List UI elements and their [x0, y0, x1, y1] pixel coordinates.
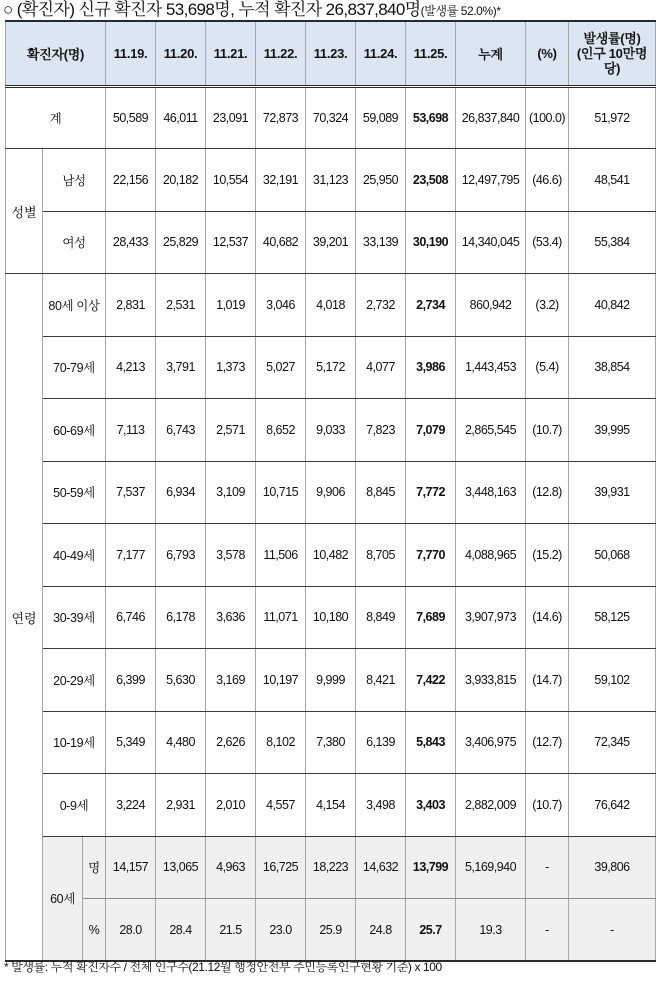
daily-count: 6,793 — [156, 524, 206, 587]
header-label: 확진자(명) — [6, 21, 106, 86]
daily-count: 5,349 — [106, 711, 156, 774]
daily-count: 8,849 — [356, 586, 406, 649]
daily-count: 12,537 — [206, 211, 256, 274]
daily-count: 59,089 — [356, 86, 406, 149]
group-label-age: 연령 — [6, 274, 43, 962]
daily-count: 6,139 — [356, 711, 406, 774]
incidence-rate: 72,345 — [569, 711, 656, 774]
table-row-age — [6, 461, 656, 524]
table-row-over60-count — [6, 836, 656, 899]
daily-count: 8,705 — [356, 524, 406, 587]
incidence-rate: 39,995 — [569, 399, 656, 462]
cumulative-count: 19.3 — [456, 899, 526, 962]
daily-count: 28.4 — [156, 899, 206, 962]
header-date: 11.21. — [206, 21, 256, 86]
daily-count: 7,113 — [106, 399, 156, 462]
daily-count: 14,632 — [356, 836, 406, 899]
daily-count: 3,109 — [206, 461, 256, 524]
incidence-rate: 51,972 — [569, 86, 656, 149]
incidence-rate: 39,931 — [569, 461, 656, 524]
daily-count: 20,182 — [156, 149, 206, 212]
daily-count-latest: 7,689 — [406, 586, 456, 649]
daily-count: 8,652 — [256, 399, 306, 462]
daily-count: 3,046 — [256, 274, 306, 337]
cumulative-count: 5,169,940 — [456, 836, 526, 899]
daily-count: 5,172 — [306, 336, 356, 399]
daily-count: 4,077 — [356, 336, 406, 399]
daily-count: 8,421 — [356, 649, 406, 712]
confirmed-cases-table — [5, 20, 656, 962]
daily-count: 3,224 — [106, 774, 156, 837]
daily-count: 4,963 — [206, 836, 256, 899]
daily-count: 3,498 — [356, 774, 406, 837]
daily-count: 11,071 — [256, 586, 306, 649]
cumulative-percent: (14.7) — [526, 649, 569, 712]
header-row — [6, 21, 656, 86]
table-row-total — [6, 86, 656, 149]
daily-count-latest: 3,986 — [406, 336, 456, 399]
incidence-rate: 55,384 — [569, 211, 656, 274]
daily-count: 10,482 — [306, 524, 356, 587]
daily-count-latest: 23,508 — [406, 149, 456, 212]
daily-count: 72,873 — [256, 86, 306, 149]
cumulative-percent: (3.2) — [526, 274, 569, 337]
incidence-rate: - — [569, 899, 656, 962]
cumulative-percent: (100.0) — [526, 86, 569, 149]
row-label: 80세 이상 — [43, 274, 106, 337]
header-date: 11.19. — [106, 21, 156, 86]
header-date: 11.22. — [256, 21, 306, 86]
daily-count: 6,743 — [156, 399, 206, 462]
cumulative-percent: - — [526, 836, 569, 899]
daily-count: 2,626 — [206, 711, 256, 774]
daily-count-latest: 7,772 — [406, 461, 456, 524]
daily-count: 50,589 — [106, 86, 156, 149]
cumulative-count: 14,340,045 — [456, 211, 526, 274]
cumulative-count: 2,865,545 — [456, 399, 526, 462]
header-date: 11.23. — [306, 21, 356, 86]
daily-count: 11,506 — [256, 524, 306, 587]
daily-count: 6,178 — [156, 586, 206, 649]
incidence-rate: 59,102 — [569, 649, 656, 712]
table-row-age — [6, 774, 656, 837]
daily-count: 28.0 — [106, 899, 156, 962]
daily-count: 6,399 — [106, 649, 156, 712]
daily-count: 2,831 — [106, 274, 156, 337]
daily-count: 8,845 — [356, 461, 406, 524]
daily-count: 9,999 — [306, 649, 356, 712]
cumulative-count: 3,907,973 — [456, 586, 526, 649]
header-incidence-rate — [569, 21, 656, 86]
cumulative-count: 860,942 — [456, 274, 526, 337]
row-label: 50-59세 — [43, 461, 106, 524]
row-label: 남성 — [43, 149, 106, 212]
table-row-age — [6, 524, 656, 587]
row-label: 0-9세 — [43, 774, 106, 837]
row-label: 30-39세 — [43, 586, 106, 649]
daily-count: 70,324 — [306, 86, 356, 149]
daily-count: 40,682 — [256, 211, 306, 274]
cumulative-percent: (12.7) — [526, 711, 569, 774]
daily-count-latest: 7,422 — [406, 649, 456, 712]
header-date: 11.25. — [406, 21, 456, 86]
header-date: 11.24. — [356, 21, 406, 86]
daily-count: 2,571 — [206, 399, 256, 462]
header-rate-line: 당) — [603, 60, 621, 76]
cumulative-percent: (10.7) — [526, 399, 569, 462]
table-row-male — [6, 149, 656, 212]
cumulative-count: 26,837,840 — [456, 86, 526, 149]
incidence-rate: 50,068 — [569, 524, 656, 587]
daily-count: 5,630 — [156, 649, 206, 712]
daily-count: 9,906 — [306, 461, 356, 524]
daily-count: 3,636 — [206, 586, 256, 649]
daily-count-latest: 2,734 — [406, 274, 456, 337]
daily-count: 1,373 — [206, 336, 256, 399]
daily-count: 32,191 — [256, 149, 306, 212]
daily-count-latest: 7,770 — [406, 524, 456, 587]
daily-count: 10,180 — [306, 586, 356, 649]
row-label: 60-69세 — [43, 399, 106, 462]
daily-count: 3,791 — [156, 336, 206, 399]
cumulative-count: 1,443,453 — [456, 336, 526, 399]
table-row-age — [6, 711, 656, 774]
cumulative-count: 2,882,009 — [456, 774, 526, 837]
table-row-female — [6, 211, 656, 274]
summary-text: (확진자) 신규 확진자 53,698명, 누적 확진자 26,837,840명 — [16, 0, 421, 19]
daily-count: 14,157 — [106, 836, 156, 899]
table-row-over60-share — [6, 899, 656, 962]
daily-count-latest: 7,079 — [406, 399, 456, 462]
footnote: * 발생률: 누적 확진자수 / 전체 인구수(21.12월 행정안전부 주민등록인구현황 기준) x 100 — [4, 960, 442, 974]
cumulative-percent: - — [526, 899, 569, 962]
daily-count: 31,123 — [306, 149, 356, 212]
cumulative-count: 3,406,975 — [456, 711, 526, 774]
daily-count: 23.0 — [256, 899, 306, 962]
daily-count: 8,102 — [256, 711, 306, 774]
daily-count: 9,033 — [306, 399, 356, 462]
header-cumulative: 누계 — [456, 21, 526, 86]
daily-count: 10,554 — [206, 149, 256, 212]
cumulative-count: 12,497,795 — [456, 149, 526, 212]
cumulative-percent: (5.4) — [526, 336, 569, 399]
daily-count: 4,480 — [156, 711, 206, 774]
header-rate-line: (인구 10만명 — [576, 45, 648, 61]
daily-count: 5,027 — [256, 336, 306, 399]
incidence-note: (발생률 52.0%)* — [420, 4, 501, 18]
incidence-rate: 38,854 — [569, 336, 656, 399]
daily-count: 24.8 — [356, 899, 406, 962]
table-row-age — [6, 336, 656, 399]
incidence-rate: 39,806 — [569, 836, 656, 899]
daily-count: 6,934 — [156, 461, 206, 524]
table-row-age — [6, 586, 656, 649]
daily-count: 25,950 — [356, 149, 406, 212]
daily-count: 4,154 — [306, 774, 356, 837]
daily-count: 6,746 — [106, 586, 156, 649]
cumulative-count: 3,448,163 — [456, 461, 526, 524]
daily-count-latest: 13,799 — [406, 836, 456, 899]
daily-count: 7,380 — [306, 711, 356, 774]
incidence-rate: 76,642 — [569, 774, 656, 837]
daily-count: 2,732 — [356, 274, 406, 337]
daily-count: 23,091 — [206, 86, 256, 149]
daily-count: 18,223 — [306, 836, 356, 899]
summary-heading — [3, 0, 501, 20]
row-label: 여성 — [43, 211, 106, 274]
row-label: 70-79세 — [43, 336, 106, 399]
cumulative-percent: (14.6) — [526, 586, 569, 649]
daily-count-latest: 5,843 — [406, 711, 456, 774]
cumulative-percent: (12.8) — [526, 461, 569, 524]
cumulative-percent: (46.6) — [526, 149, 569, 212]
cumulative-percent: (15.2) — [526, 524, 569, 587]
group-label-over60: 60세 — [43, 836, 83, 961]
table-row-age — [6, 649, 656, 712]
daily-count: 39,201 — [306, 211, 356, 274]
daily-count: 1,019 — [206, 274, 256, 337]
daily-count: 3,578 — [206, 524, 256, 587]
cumulative-percent: (10.7) — [526, 774, 569, 837]
daily-count: 28,433 — [106, 211, 156, 274]
daily-count: 7,823 — [356, 399, 406, 462]
header-date: 11.20. — [156, 21, 206, 86]
daily-count: 10,197 — [256, 649, 306, 712]
daily-count: 7,537 — [106, 461, 156, 524]
cumulative-count: 4,088,965 — [456, 524, 526, 587]
daily-count: 4,213 — [106, 336, 156, 399]
daily-count: 16,725 — [256, 836, 306, 899]
table-row-age — [6, 399, 656, 462]
daily-count: 4,018 — [306, 274, 356, 337]
header-percent: (%) — [526, 21, 569, 86]
daily-count: 33,139 — [356, 211, 406, 274]
daily-count: 4,557 — [256, 774, 306, 837]
daily-count: 25.9 — [306, 899, 356, 962]
daily-count-latest: 25.7 — [406, 899, 456, 962]
cumulative-percent: (53.4) — [526, 211, 569, 274]
daily-count: 2,010 — [206, 774, 256, 837]
incidence-rate: 40,842 — [569, 274, 656, 337]
row-label: 계 — [6, 86, 106, 149]
daily-count: 13,065 — [156, 836, 206, 899]
table-row-age — [6, 274, 656, 337]
daily-count: 25,829 — [156, 211, 206, 274]
daily-count: 21.5 — [206, 899, 256, 962]
daily-count-latest: 3,403 — [406, 774, 456, 837]
row-label: 10-19세 — [43, 711, 106, 774]
daily-count: 2,531 — [156, 274, 206, 337]
daily-count-latest: 30,190 — [406, 211, 456, 274]
daily-count: 46,011 — [156, 86, 206, 149]
daily-count: 3,169 — [206, 649, 256, 712]
header-rate-line: 발생률(명) — [583, 30, 641, 46]
group-label-sex: 성별 — [6, 149, 43, 274]
incidence-rate: 48,541 — [569, 149, 656, 212]
daily-count: 22,156 — [106, 149, 156, 212]
row-label: 20-29세 — [43, 649, 106, 712]
daily-count: 10,715 — [256, 461, 306, 524]
daily-count-latest: 53,698 — [406, 86, 456, 149]
row-label: % — [83, 899, 106, 962]
incidence-rate: 58,125 — [569, 586, 656, 649]
row-label: 명 — [83, 836, 106, 899]
daily-count: 7,177 — [106, 524, 156, 587]
cumulative-count: 3,933,815 — [456, 649, 526, 712]
row-label: 40-49세 — [43, 524, 106, 587]
daily-count: 2,931 — [156, 774, 206, 837]
bullet-icon: ○ — [3, 0, 13, 19]
